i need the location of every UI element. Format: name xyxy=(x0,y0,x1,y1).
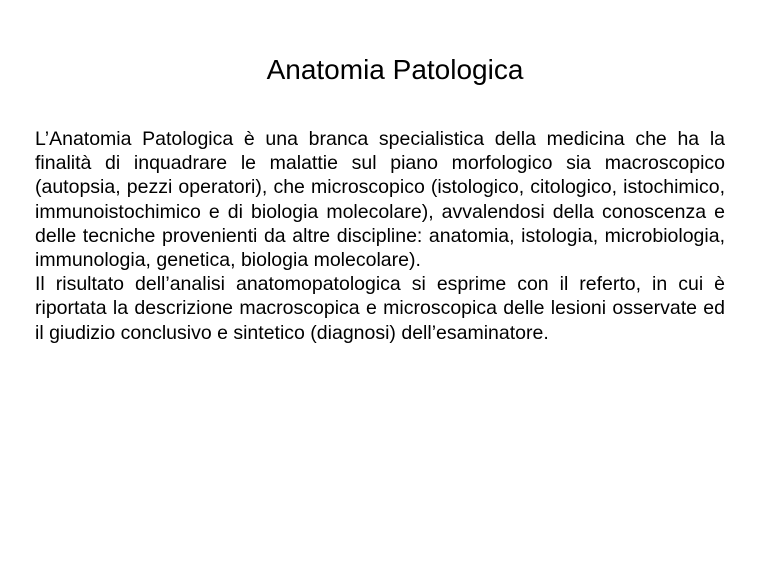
paragraph-definition: L’Anatomia Patologica è una branca specialistica della medicina che ha la finalità di inquadrare le malattie sul piano morfologico sia macroscopico (autopsia, pezzi operatori), che microscopico (istologico, citologico, istochimico, immunoistochimico e di biologia molecolare), avvalendosi della conoscenza e delle tecniche provenienti da altre discipline: anatomia, istologia, microbiologia, immunologia, genetica, biologia molecolare). xyxy=(35,128,725,272)
slide-body xyxy=(35,127,725,345)
paragraph-result: Il risultato dell’analisi anatomopatologica si esprime con il referto, in cui è riportata la descrizione macroscopica e microscopica delle lesioni osservate ed il giudizio conclusivo e sintetico (diagnosi) dell’esaminatore. xyxy=(35,273,725,344)
slide-title: Anatomia Patologica xyxy=(266,54,524,85)
